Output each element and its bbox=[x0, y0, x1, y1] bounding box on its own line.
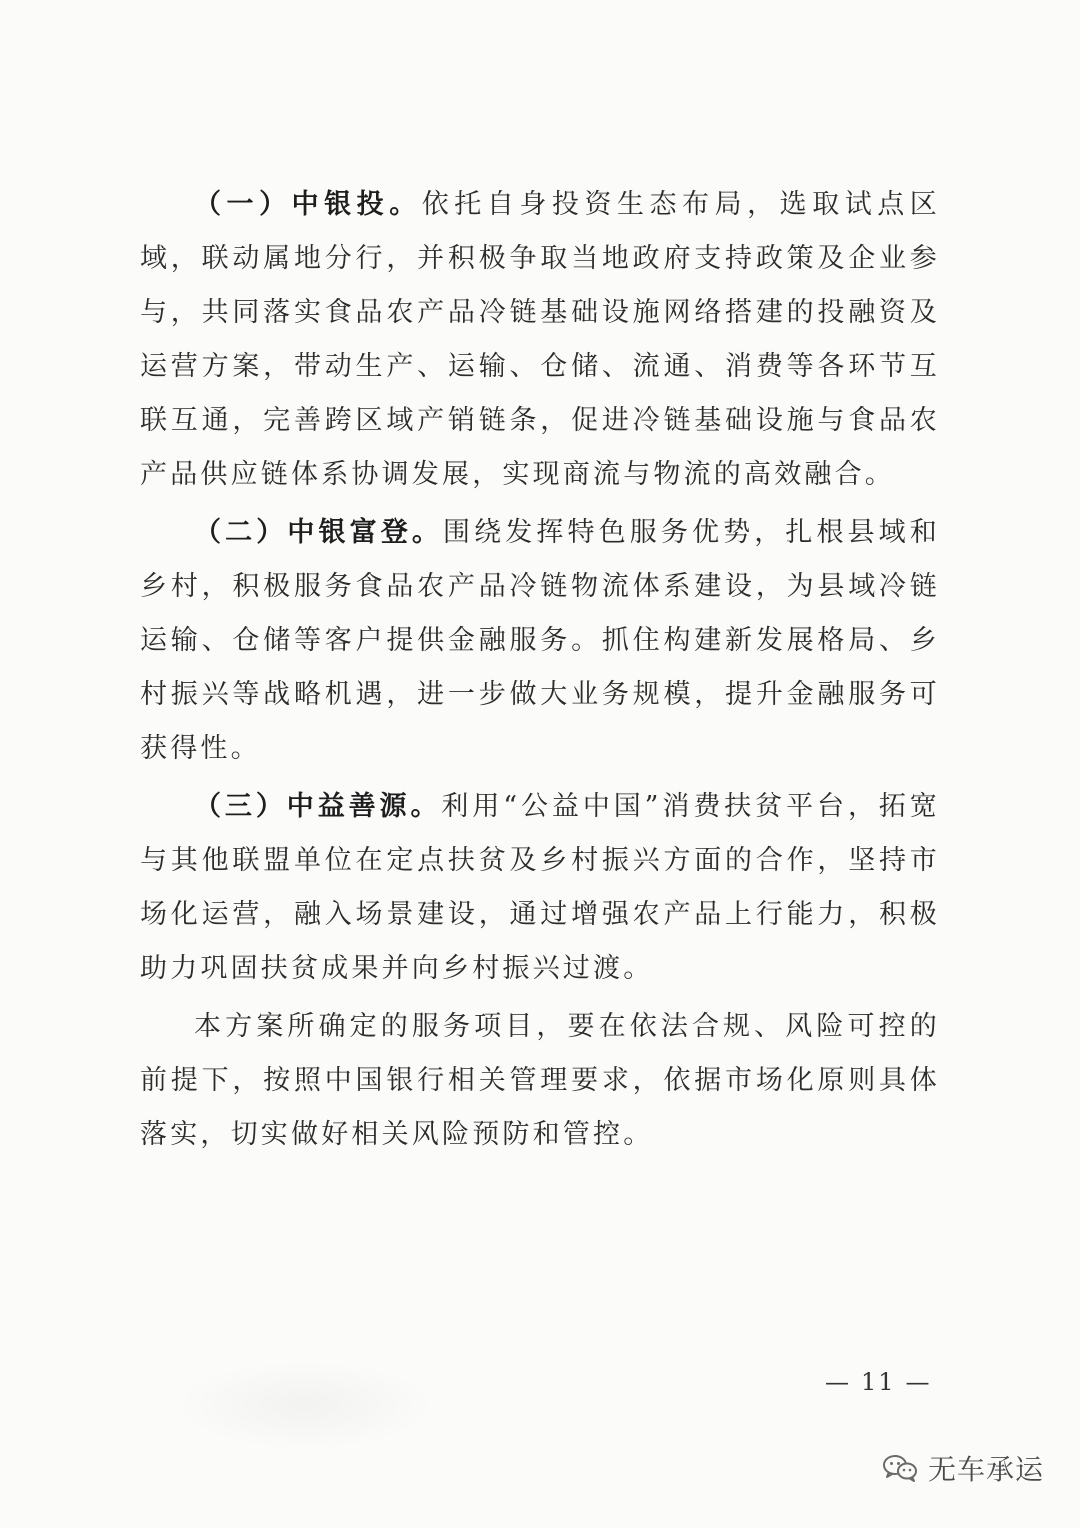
paragraph-text: 本方案所确定的服务项目，要在依法合规、风险可控的前提下，按照中国银行相关管理要求，依据市场化原则具体落实，切实做好相关风险预防和管控。 bbox=[140, 1011, 940, 1150]
watermark bbox=[882, 1448, 1044, 1488]
paragraph-heading: （二）中银富登。 bbox=[194, 517, 443, 548]
scan-artifact bbox=[175, 1360, 435, 1450]
paragraph-text: 围绕发挥特色服务优势，扎根县域和乡村，积极服务食品农产品冷链物流体系建设，为县域冷链运输、仓储等客户提供金融服务。抓住构建新发展格局、乡村振兴等战略机遇，进一步做大业务规模，提升金融服务可获得性。 bbox=[140, 517, 941, 764]
paragraph-heading: （三）中益善源。 bbox=[194, 791, 442, 822]
paragraph-zhongyinfudeng bbox=[140, 506, 940, 776]
page-number-dash-left: — bbox=[825, 1368, 851, 1396]
paragraph-closing bbox=[140, 1000, 940, 1162]
paragraph-text: 依托自身投资生态布局，选取试点区域，联动属地分行，并积极争取当地政府支持政策及企业参与，共同落实食品农产品冷链基础设施网络搭建的投融资及运营方案，带动生产、运输、仓储、流通、消费等各环节互联互通，完善跨区域产销链条，促进冷链基础设施与食品农产品供应链体系协调发展，实现商流与物流的高效融合。 bbox=[140, 189, 941, 490]
page-number-value: 11 bbox=[861, 1368, 896, 1396]
document-body bbox=[140, 178, 940, 1162]
wechat-icon bbox=[882, 1454, 918, 1482]
page-number bbox=[815, 1368, 942, 1396]
paragraph-zhongyishanyuan bbox=[140, 780, 940, 996]
paragraph-text: 利用“公益中国”消费扶贫平台，拓宽与其他联盟单位在定点扶贫及乡村振兴方面的合作，坚持市场化运营，融入场景建设，通过增强农产品上行能力，积极助力巩固扶贫成果并向乡村振兴过渡。 bbox=[140, 791, 940, 984]
page-number-dash-right: — bbox=[905, 1368, 932, 1396]
watermark-text: 无车承运 bbox=[927, 1453, 1044, 1486]
paragraph-zhongyintou bbox=[140, 178, 940, 502]
paragraph-heading: （一）中银投。 bbox=[194, 189, 422, 220]
